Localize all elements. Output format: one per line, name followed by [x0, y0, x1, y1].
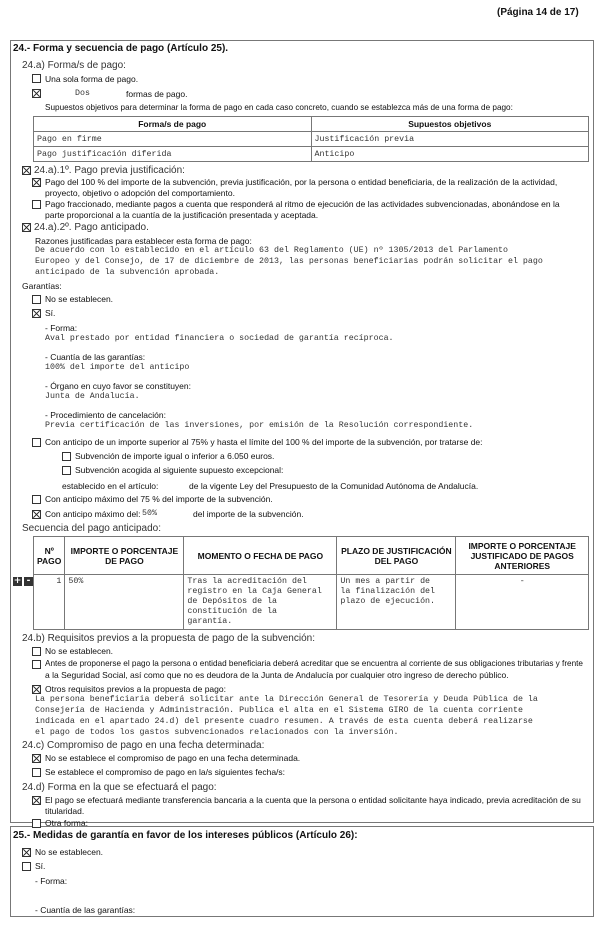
garantia-cuantia-value: 100% del importe del anticipo [45, 363, 190, 372]
payment-sequence-table [33, 536, 589, 630]
table-cell: Justificación previa [311, 132, 589, 147]
razones-line3: anticipado de la subvención aprobada. [35, 268, 220, 277]
pago-previa-heading: 24.a).1º. Pago previa justificación: [34, 165, 185, 176]
garantia-organo-value: Junta de Andalucía. [45, 392, 140, 401]
table-row [34, 132, 589, 147]
momento-line: Tras la acreditación del [187, 577, 307, 586]
s25-no-checkbox[interactable] [22, 848, 31, 857]
plazo-line: plazo de ejecución. [340, 597, 436, 606]
dos-suffix: formas de pago. [126, 89, 188, 99]
s25-no-label: No se establecen. [35, 847, 104, 857]
pago-fraccionado-line1: Pago fraccionado, mediante pagos a cuenta que responderá al ritmo de ejecución de las actividades subvencionadas, abonándose en la [45, 199, 560, 209]
seq-cell-importe: 50% [65, 575, 184, 630]
subv-6050-checkbox[interactable] [62, 452, 71, 461]
forms-table-header-1: Forma/s de pago [34, 117, 312, 132]
transferencia-line2: titularidad. [45, 806, 85, 816]
garantias-label: Garantías: [22, 281, 62, 291]
pago-100-line2: proyecto, objetivo o adopción del comportamiento. [45, 188, 235, 198]
garantias-no-label: No se establecen. [45, 294, 114, 304]
s25-forma-label: - Forma: [35, 876, 68, 886]
otra-forma-checkbox[interactable] [32, 819, 41, 828]
table-row [34, 147, 589, 162]
garantia-procedimiento-label: - Procedimiento de cancelación: [45, 410, 166, 420]
compromiso-si-label: Se establece el compromiso de pago en la/s siguientes fecha/s: [45, 767, 286, 777]
forma-efectuara-heading: 24.d) Forma en la que se efectuará el pago: [22, 782, 217, 793]
plazo-line: Un mes a partir de [340, 577, 431, 586]
pago-fraccionado-checkbox[interactable] [32, 200, 41, 209]
supuestos-intro: Supuestos objetivos para determinar la forma de pago en cada caso concreto, cuando se establezca más de una forma de pago: [45, 103, 513, 112]
forms-table [33, 116, 589, 162]
s25-si-label: Sí. [35, 861, 46, 871]
section-24-title: 24.- Forma y secuencia de pago (Artículo 25). [13, 43, 229, 54]
s25-cuantia-label: - Cuantía de las garantías: [35, 905, 136, 915]
anticipo-max-label: Con anticipo máximo del: [45, 509, 141, 519]
seq-cell-momento [184, 575, 337, 630]
una-sola-checkbox[interactable] [32, 74, 41, 83]
transferencia-line1: El pago se efectuará mediante transferencia bancaria a la cuenta que la persona o entidad solicitante haya indicado, previa acreditación de su [45, 795, 581, 805]
garantia-organo-label: - Órgano en cuyo favor se constituyen: [45, 381, 191, 391]
forms-table-header-2: Supuestos objetivos [311, 117, 589, 132]
garantia-cuantia-label: - Cuantía de las garantías: [45, 352, 146, 362]
pago-previa-checkbox[interactable] [22, 166, 31, 175]
garantia-procedimiento-value: Previa certificación de las inversiones, por emisión de la Resolución correspondiente. [45, 421, 474, 430]
requisitos-otros-label: Otros requisitos previos a la propuesta de pago: [45, 684, 226, 694]
requisitos-no-checkbox[interactable] [32, 647, 41, 656]
pago-100-line1: Pago del 100 % del importe de la subvención, previa justificación, por la persona o entidad beneficiaria, de la realización de la actividad, [45, 177, 558, 187]
seq-header-importe: IMPORTE O PORCENTAJE DE PAGO [65, 537, 184, 575]
momento-line: garantía. [187, 617, 233, 626]
pago-anticipado-heading: 24.a).2º. Pago anticipado. [34, 222, 149, 233]
razones-label: Razones justificadas para establecer esta forma de pago: [35, 236, 252, 246]
secuencia-heading: Secuencia del pago anticipado: [22, 523, 161, 534]
table-cell: Anticipo [311, 147, 589, 162]
requisitos-otros-line4: el pago de todos los gastos subvencionados relacionados con la inversión. [35, 728, 399, 737]
subv-excepcional-label: Subvención acogida al siguiente supuesto excepcional: [75, 465, 284, 475]
seq-cell-n: 1 [34, 575, 65, 630]
pago-fraccionado-line2: parte proporcional a la cuantía de la justificación presentada y aceptada. [45, 210, 319, 220]
requisitos-antes-line1: Antes de proponerse el pago la persona o entidad beneficiaria deberá acreditar que se encuentra al corriente de sus obligaciones tributarias y frente [45, 659, 583, 668]
seq-header-momento: MOMENTO O FECHA DE PAGO [184, 537, 337, 575]
compromiso-no-checkbox[interactable] [32, 754, 41, 763]
anticipo-75-100-checkbox[interactable] [32, 438, 41, 447]
otra-forma-label: Otra forma: [45, 818, 88, 828]
seq-header-n: Nº PAGO [34, 537, 65, 575]
seq-header-plazo: PLAZO DE JUSTIFICACIÓN DEL PAGO [337, 537, 456, 575]
dos-formas-checkbox[interactable] [32, 89, 41, 98]
establecido-label: establecido en el artículo: [62, 481, 159, 491]
pago-anticipado-checkbox[interactable] [22, 223, 31, 232]
seq-header-justificado: IMPORTE O PORCENTAJE JUSTIFICADO DE PAGOS ANTERIORES [456, 537, 589, 575]
requisitos-antes-checkbox[interactable] [32, 660, 41, 669]
seq-cell-plazo [337, 575, 456, 630]
pago-100-checkbox[interactable] [32, 178, 41, 187]
anticipo-max-suffix: del importe de la subvención. [193, 509, 304, 519]
table-cell: Pago justificación diferida [34, 147, 312, 162]
requisitos-no-label: No se establecen. [45, 646, 114, 656]
anticipo-max-checkbox[interactable] [32, 510, 41, 519]
una-sola-label: Una sola forma de pago. [45, 74, 139, 84]
establecido-suffix: de la vigente Ley del Presupuesto de la Comunidad Autónoma de Andalucía. [189, 481, 479, 491]
compromiso-heading: 24.c) Compromiso de pago en una fecha determinada: [22, 740, 265, 751]
momento-line: de Depósitos de la [187, 597, 278, 606]
requisitos-otros-checkbox[interactable] [32, 685, 41, 694]
compromiso-si-checkbox[interactable] [32, 768, 41, 777]
page-number: (Página 14 de 17) [497, 7, 579, 18]
table-row [34, 575, 589, 630]
anticipo-max-75-checkbox[interactable] [32, 495, 41, 504]
momento-line: constitución de la [187, 607, 278, 616]
razones-line2: Europeo y del Consejo, de 17 de diciembre de 2013, las personas beneficiarias podrán solicitar el pago [35, 257, 543, 266]
compromiso-no-label: No se establece el compromiso de pago en una fecha determinada. [45, 753, 301, 763]
garantias-si-checkbox[interactable] [32, 309, 41, 318]
subv-6050-label: Subvención de importe igual o inferior a 6.050 euros. [75, 451, 275, 461]
garantias-no-checkbox[interactable] [32, 295, 41, 304]
garantia-forma-label: - Forma: [45, 323, 78, 333]
plazo-line: la finalización del [340, 587, 436, 596]
add-row-icon[interactable]: + [13, 576, 22, 586]
garantias-si-label: Sí. [45, 308, 56, 318]
momento-line: registro en la Caja General [187, 587, 322, 596]
requisitos-antes-line2: a la Seguridad Social, así como que no es deudora de la Junta de Andalucía por cualquier otro ingreso de derecho público. [45, 670, 509, 680]
transferencia-checkbox[interactable] [32, 796, 41, 805]
subv-excepcional-checkbox[interactable] [62, 466, 71, 475]
table-cell: Pago en firme [34, 132, 312, 147]
requisitos-otros-line2: Consejería de Hacienda y Administración. Publica el alta en el Sistema GIRO de la cuenta corriente [35, 706, 523, 715]
section-25-title: 25.- Medidas de garantía en favor de los intereses públicos (Artículo 26): [13, 830, 358, 841]
razones-line1: De acuerdo con lo establecido en el artículo 63 del Reglamento (UE) nº 1305/2013 del Parlamento [35, 246, 508, 255]
anticipo-max-75-label: Con anticipo máximo del 75 % del importe de la subvención. [45, 494, 273, 504]
dos-value: Dos [75, 89, 90, 98]
remove-row-icon[interactable]: - [24, 577, 33, 586]
requisitos-heading: 24.b) Requisitos previos a la propuesta de pago de la subvención: [22, 633, 315, 644]
seq-cell-justificado: - [456, 575, 589, 630]
forma-pago-heading: 24.a) Forma/s de pago: [22, 60, 126, 71]
s25-si-checkbox[interactable] [22, 862, 31, 871]
anticipo-max-value: 50% [142, 509, 157, 518]
anticipo-75-100-label: Con anticipo de un importe superior al 75% y hasta el límite del 100 % del importe de la subvención, por tratarse de: [45, 437, 483, 447]
requisitos-otros-line1: La persona beneficiaria deberá solicitar ante la Dirección General de Tesorería y Deuda Pública de la [35, 695, 538, 704]
requisitos-otros-line3: indicada en el apartado 24.d) del presente cuadro resumen. A través de esta cuenta deberá realizarse [35, 717, 533, 726]
garantia-forma-value: Aval prestado por entidad financiera o sociedad de garantía recíproca. [45, 334, 394, 343]
